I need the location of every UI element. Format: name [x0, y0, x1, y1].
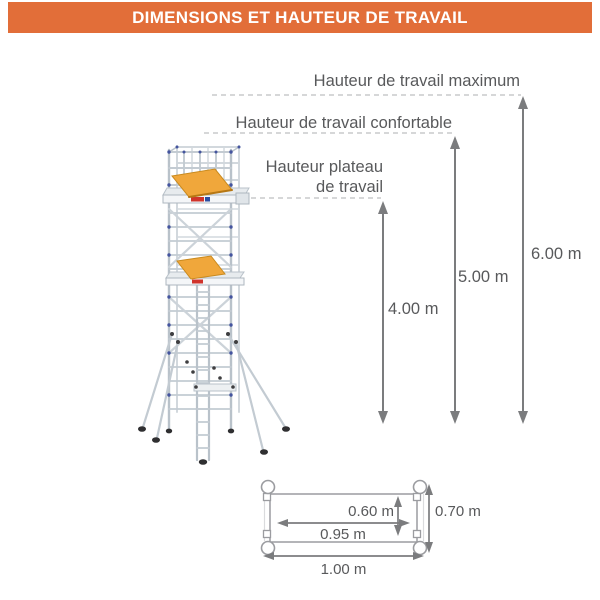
base-value-100: 1.00 m: [320, 561, 367, 578]
base-arrow-070: [425, 484, 433, 553]
upper-platform: [163, 169, 249, 204]
platform-sticker: [191, 197, 204, 202]
base-value-060: 0.60 m: [348, 503, 394, 520]
dim-arrow-4m: [378, 201, 388, 424]
label-work-height-max: Hauteur de travail maximum: [313, 72, 520, 90]
value-6m: 6.00 m: [531, 245, 582, 263]
dim-arrow-6m: [518, 96, 528, 424]
value-4m: 4.00 m: [388, 300, 439, 318]
base-value-070: 0.70 m: [435, 503, 481, 520]
scaffold-step-deck: [194, 384, 236, 391]
label-platform-height: Hauteur plateau de travail: [265, 158, 383, 196]
base-value-095: 0.95 m: [320, 526, 366, 543]
base-top-view: [262, 481, 434, 561]
scaffold-lower-section: [169, 297, 231, 409]
scaffold-feet: [138, 426, 290, 465]
banner-title: DIMENSIONS ET HAUTEUR DE TRAVAIL: [132, 7, 468, 27]
scaffold-stabilizer-legs: [143, 334, 285, 450]
base-arrow-100: [263, 552, 424, 560]
value-5m: 5.00 m: [458, 268, 509, 286]
height-arrows: [378, 96, 528, 424]
label-work-height-comfortable: Hauteur de travail confortable: [235, 114, 452, 132]
